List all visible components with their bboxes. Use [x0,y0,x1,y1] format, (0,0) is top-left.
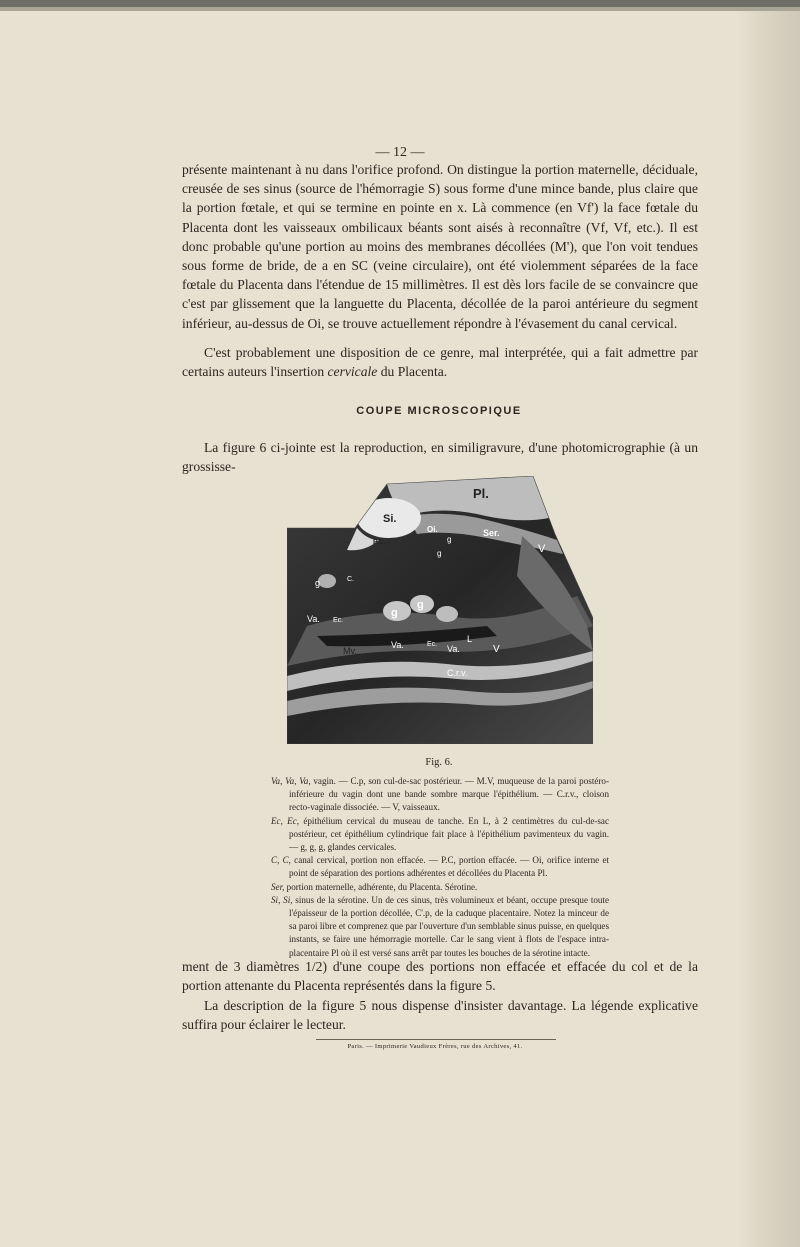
legend-entry-serotine [271,881,609,894]
label-si: Si. [383,513,397,525]
label-c: C. [347,576,354,583]
legend-text: canal cervical, portion non effacée. — P.C, portion effacée. — Oi, orifice interne et point de séparation des portions adhérentes et décollées du Placenta Pl. [289,855,610,879]
legend-entry-epithelium [271,815,609,855]
legend-key: C, C, [271,855,291,866]
page-edge-shadow [738,11,800,1247]
label-mv: Mv. [343,646,357,656]
section-heading: COUPE MICROSCOPIQUE [356,405,522,417]
paragraph-3 [182,438,698,476]
label-g-1: g [447,535,452,544]
paragraph-2-emphasis: cervicale [327,364,378,380]
footer-rule [316,1039,556,1040]
label-v-2: V [493,644,500,655]
paragraph-5-text: La description de la figure 5 nous dispense d'insister davantage. La légende explicative suffira pour éclairer le lecteur. [182,998,698,1033]
label-ec-1: Ec. [333,617,344,624]
paragraph-2 [182,343,698,381]
label-va-3: Va. [447,644,460,654]
label-pl: Pl. [473,486,489,501]
label-g-3: g [315,578,321,588]
label-pc: P.C. [373,539,386,546]
legend-text: sinus de la sérotine. Un de ces sinus, très volumineux et béant, occupe presque toute l'épaisseur de la portion décollée, C'.p, de la caduque placentaire. Notez la minceur de sa paroi libre et comprenez que par l'ouverture d'un semblable sinus puisse, en quelques instants, se faire une hémorragie mortelle. Car le sang vient à flots de l'espace intra-placentaire Pl où il est versé sans arrêt par toutes les bouches de la sérotine intacte. [289,894,609,958]
paragraph-2-text [182,343,698,381]
figure-caption: Fig. 6. [425,757,453,768]
label-oi: Oi. [427,525,438,534]
label-va-1: Va. [307,614,320,624]
figure-legend [271,775,609,960]
scan-top-bar [0,0,800,7]
legend-key: Si, Si, [271,894,293,905]
legend-text: vagin. — C.p, son cul-de-sac postérieur. — M.V, muqueuse de la paroi postéro-inférieure du vagin dont une bande sombre marque l'épithélium. — C.r.v., cloison recto-vaginale dissociée. — V, vaisseaux. [289,776,609,813]
paragraph-2-start: C'est probablement une disposition de ce genre, mal interprétée, qui a fait admettre par certains auteurs l'insertion [182,345,698,380]
legend-text: portion maternelle, adhérente, du Placenta. Sérotine. [284,881,478,892]
label-va-2: Va. [391,640,404,650]
label-ec-2: Ec. [427,641,438,648]
legend-entry-vagin [271,775,609,815]
figure-photomicrograph [287,476,593,744]
legend-key: Ec, Ec, [271,815,300,826]
paragraph-1 [182,160,698,333]
microscopic-section-image [287,476,593,744]
label-g-2: g [437,549,442,558]
paragraph-5 [182,996,698,1034]
label-v-1: V [538,543,546,555]
legend-text: épithélium cervical du museau de tanche. En L, à 2 centimètres du cul-de-sac postérieur, cet épithélium cylindrique fait place à l'épithélium pavimenteux du vagin. — g, g, g, glandes cervicales. [289,815,609,853]
scan-top-bar-shade [0,7,800,11]
paragraph-1-text: présente maintenant à nu dans l'orifice profond. On distingue la portion maternelle, déciduale, creusée de ses sinus (source de l'hémorragie S) sous forme d'une mince bande, plus claire que la portion fœtale, et qui se termine en pointe en x. Là commence (en Vf') la face fœtale du Placenta dont les vaisseaux ombilicaux béants sont aisés à reconnaître (Vf, Vf, etc.). Il est donc probable qu'une portion au moins des membranes décollées (M'), que l'on voit tendues sous forme de bride, de a en SC (veine circulaire), ont été violemment séparées de la face fœtale du Placenta dans l'étendue de 15 millimètres. Il est dès lors facile de se convaincre que c'est par glissement que la languette du Placenta, décollée de la paroi antérieure du segment inférieur, au-dessus de Oi, se trouve actuellement répondre à l'évasement du canal cervical. [182,162,698,331]
legend-key: Ser, [271,881,285,892]
legend-entry-canal [271,854,609,880]
page-number: — 12 — [375,145,425,160]
label-g-4: g [391,607,398,619]
label-crv: C.r.v. [447,668,468,678]
paragraph-2-end: du Placenta. [377,364,448,380]
legend-entry-sinus [271,894,609,960]
paragraph-3-text: La figure 6 ci-jointe est la reproduction, en similigravure, d'une photomicrographie (à un grossisse- [182,440,698,475]
label-l: L [467,634,473,644]
paragraph-4-text: ment de 3 diamètres 1/2) d'une coupe des portions non effacée et effacée du col et de la portion attenante du Placenta représentés dans la figure 5. [182,959,698,994]
paragraph-4 [182,957,698,995]
printer-imprint: Paris. — Imprimerie Vaudieux Frères, rue des Archives, 41. [347,1043,523,1050]
label-ser: Ser. [483,528,500,538]
legend-key: Va, Va, Va, [271,776,311,786]
label-g-5: g [417,599,424,611]
